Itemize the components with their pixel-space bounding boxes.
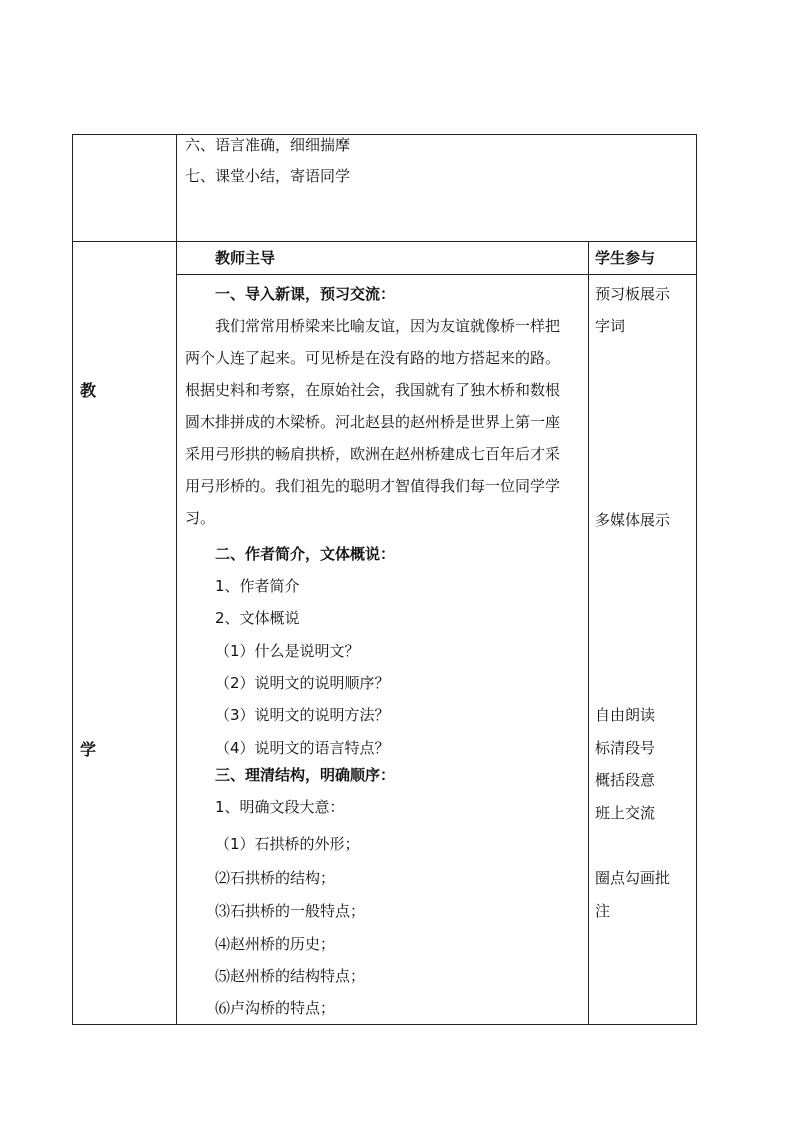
side-label-learn: 学 <box>80 740 97 759</box>
para-line: 习。 <box>185 509 216 527</box>
list-item: ⑹卢沟桥的特点； <box>215 999 336 1017</box>
para-line: 用弓形桥的。我们祖先的聪明才智值得我们每一位同学学 <box>185 477 561 495</box>
student-header: 学生参与 <box>595 249 656 267</box>
list-item: （1）石拱桥的外形； <box>215 835 360 853</box>
para-line: 圆木排拼成的木梁桥。河北赵县的赵州桥是世界上第一座 <box>185 413 561 431</box>
list-item: 1、作者简介 <box>215 577 300 595</box>
para-line: 我们常常用桥梁来比喻友谊，因为友谊就像桥一样把 <box>215 317 561 335</box>
student-note: 圈点勾画批 <box>595 869 671 887</box>
para-line: 两个人连了起来。可见桥是在没有路的地方搭起来的路。 <box>185 349 561 367</box>
list-item: （4）说明文的语言特点？ <box>215 739 390 757</box>
side-header-cell <box>72 241 177 1025</box>
para-line: 采用弓形拱的畅肩拱桥，欧洲在赵州桥建成七百年后才采 <box>185 445 561 463</box>
section-3-title: 三、理清结构，明确顺序： <box>215 766 396 784</box>
student-note: 自由朗读 <box>595 706 656 724</box>
top-left-cell <box>72 134 177 242</box>
side-label-teach: 教 <box>80 381 97 400</box>
top-line-7: 七、课堂小结，寄语同学 <box>185 167 351 185</box>
para-line: 根据史料和考察，在原始社会，我国就有了独木桥和数根 <box>185 381 561 399</box>
list-item: ⑷赵州桥的历史； <box>215 935 336 953</box>
list-item: （2）说明文的说明顺序？ <box>215 674 390 692</box>
list-item: ⑸赵州桥的结构特点； <box>215 967 366 985</box>
list-item: （1）什么是说明文？ <box>215 642 360 660</box>
student-note: 预习板展示 <box>595 285 671 303</box>
student-note: 字词 <box>595 317 626 335</box>
student-note: 多媒体展示 <box>595 511 671 529</box>
teacher-header: 教师主导 <box>215 249 276 267</box>
list-item: 2、文体概说 <box>215 609 300 627</box>
list-item: ⑵石拱桥的结构； <box>215 869 336 887</box>
student-note: 概括段意 <box>595 771 656 789</box>
section-2-title: 二、作者简介，文体概说： <box>215 545 396 563</box>
student-note: 标清段号 <box>595 739 656 757</box>
section-1-title: 一、导入新课，预习交流： <box>215 285 396 303</box>
top-line-6: 六、语言准确，细细揣摩 <box>185 136 351 154</box>
list-item: （3）说明文的说明方法？ <box>215 706 390 724</box>
student-note: 班上交流 <box>595 804 656 822</box>
student-note: 注 <box>595 902 611 920</box>
list-item: 1、明确文段大意： <box>215 798 345 816</box>
list-item: ⑶石拱桥的一般特点； <box>215 902 366 920</box>
